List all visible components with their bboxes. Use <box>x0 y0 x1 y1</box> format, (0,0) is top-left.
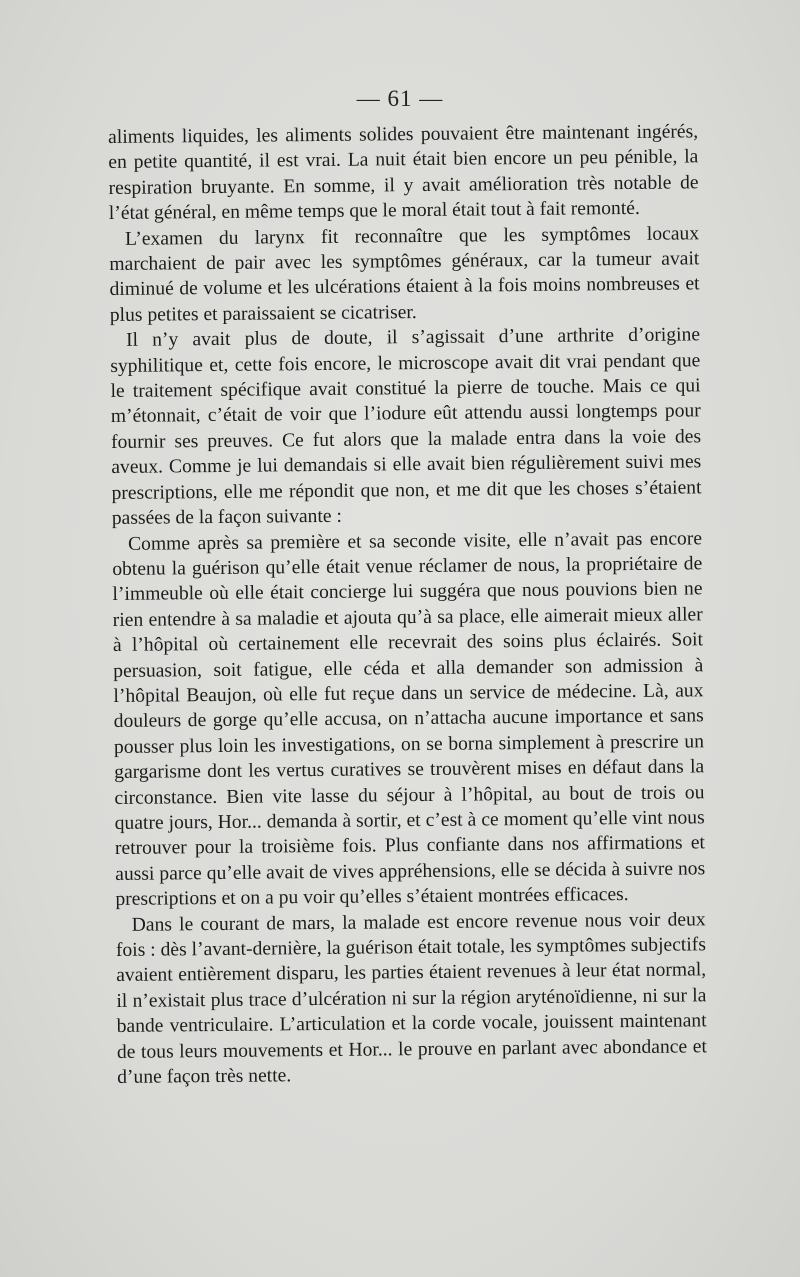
paragraph-march-visit: Dans le courant de mars, la malade est encore revenue nous voir deux fois : dès l’avant-dernière, la guérison était totale, les symptômes subjectifs avaient entièrement disparu, les parties étaient revenues à leur état normal, il n’existait plus trace d’ulcération ni sur la région aryténoïdienne, ni sur la bande ventriculaire. L’articulation et la corde vocale, jouissent maintenant de tous leurs mouvements et Hor... le prouve en parlant avec abondance et d’une façon très nette. <box>115 908 707 1088</box>
body-text <box>108 119 707 1090</box>
paragraph-larynx-exam: L’examen du larynx fit reconnaître que les symptômes locaux marchaient de pair avec les symptômes généraux, car la tumeur avait diminué de volume et les ulcérations étaient à la fois moins nombreuses et plus petites et paraissaient se cicatriser. <box>109 222 700 326</box>
paragraph-continuation: aliments liquides, les aliments solides pouvaient être maintenant ingérés, en petite quantité, il est vrai. La nuit était bien encore un peu pénible, la respiration bruyante. En somme, il y avait amélioration très notable de l’état général, en même temps que le moral était tout à fait remonté. <box>108 121 699 225</box>
page-number: — 61 — <box>356 86 444 111</box>
paragraph-patient-account: Comme après sa première et sa seconde visite, elle n’avait pas encore obtenu la guérison qu’elle était venue réclamer de nous, la propriétaire de l’immeuble où elle était concierge lui suggéra que nous pouvions bien ne rien entendre à sa maladie et ajouta qu’à sa place, elle aimerait mieux aller à l’hôpital où certainement elle recevrait des soins plus éclairés. Soit persuasion, soit fatigue, elle céda et alla demander son admission à l’hôpital Beaujon, où elle fut reçue dans un service de médecine. Là, aux douleurs de gorge qu’elle accusa, on n’attacha aucune importance et sans pousser plus loin les investigations, on se borna simplement à prescrire un gargarisme dont les vertus curatives se trouvèrent mises en défaut dans la circonstance. Bien vite lasse du séjour à l’hôpital, au bout de trois ou quatre jours, Hor... demanda à sortir, et c’est à ce moment qu’elle vint nous retrouver pour la troisième fois. Plus confiante dans nos affirmations et aussi parce qu’elle avait de vives appréhensions, elle se décida à suivre nos prescriptions et on a pu voir qu’elles s’étaient montrées efficaces. <box>112 527 706 911</box>
paragraph-syphilitic-origin: Il n’y avait plus de doute, il s’agissait d’une arthrite d’origine syphilitique et, cette fois encore, le microscope avait dit vrai pendant que le traitement spécifique avait constitué la pierre de touche. Mais ce qui m’étonnait, c’était de voir que l’iodure eût attendu aussi longtemps pour fournir ses preuves. Ce fut alors que la malade entra dans la voie des aveux. Comme je lui demandais si elle avait bien régulièrement suivi mes prescriptions, elle me répondit que non, et me dit que les choses s’étaient passées de la façon suivante : <box>110 324 702 530</box>
